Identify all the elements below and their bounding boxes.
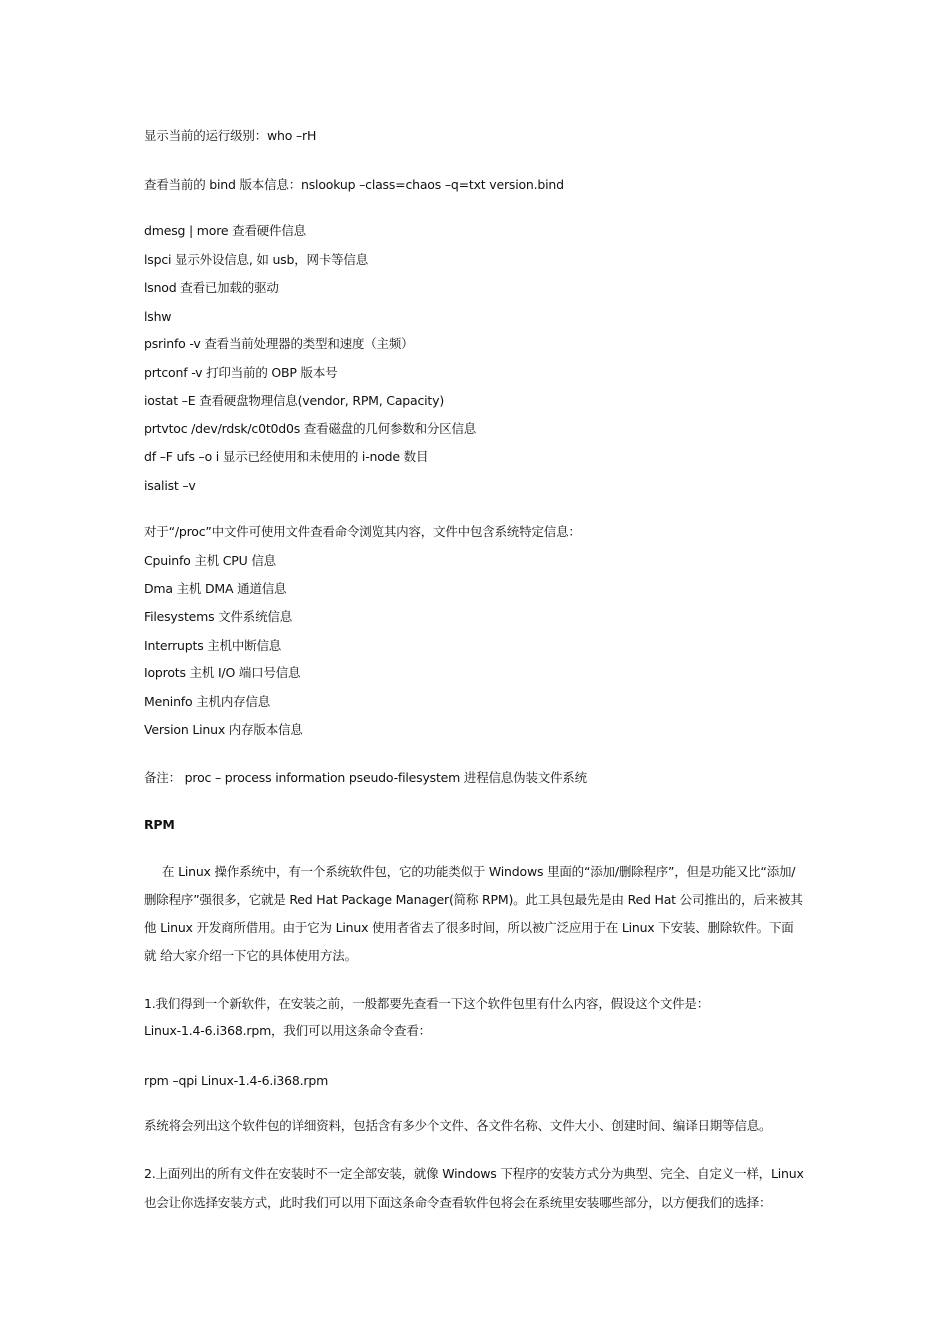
text-prtvtoc: prtvtoc /dev/rdsk/c0t0d0s 查看磁盘的几何参数和分区信息 <box>144 421 477 436</box>
text-remark: 备注： proc – process information pseudo-filesystem 进程信息伪装文件系统 <box>144 770 587 785</box>
step1-result: 系统将会列出这个软件包的详细资料，包括含有多少个文件、各文件名称、文件大小、创建时间、编译日期等信息。 <box>144 1118 772 1133</box>
text-lshw: lshw <box>144 309 172 324</box>
text-bind-version: 查看当前的 bind 版本信息：nslookup –class=chaos –q=txt version.bind <box>144 177 564 192</box>
step1-line-2: Linux-1.4-6.i368.rpm，我们可以用这条命令查看： <box>144 1023 431 1038</box>
step2-line-2: 也会让你选择安装方式，此时我们可以用下面这条命令查看软件包将会在系统里安装哪些部分，以方便我们的选择： <box>144 1195 772 1210</box>
text-psrinfo: psrinfo -v 查看当前处理器的类型和速度（主频） <box>144 336 414 351</box>
text-ioprots: Ioprots 主机 I/O 端口号信息 <box>144 665 301 680</box>
step1-line-1: 1.我们得到一个新软件，在安装之前，一般都要先查看一下这个软件包里有什么内容，假设这个文件是： <box>144 996 710 1011</box>
text-df: df –F ufs –o i 显示已经使用和未使用的 i-node 数目 <box>144 449 429 464</box>
paragraph-rpm-intro <box>144 858 808 970</box>
text-interrupts: Interrupts 主机中断信息 <box>144 638 282 653</box>
text-version: Version Linux 内存版本信息 <box>144 722 303 737</box>
rpm-intro-line-4: 就 给大家介绍一下它的具体使用方法。 <box>144 948 357 963</box>
text-lsnod: lsnod 查看已加载的驱动 <box>144 280 279 295</box>
text-proc-intro: 对于“/proc”中文件可使用文件查看命令浏览其内容，文件中包含系统特定信息： <box>144 524 581 539</box>
rpm-intro-line-1: 在 Linux 操作系统中，有一个系统软件包，它的功能类似于 Windows 里面的“添加/删除程序”，但是功能又比“添加/ <box>162 864 796 879</box>
rpm-intro-line-3: 他 Linux 开发商所借用。由于它为 Linux 使用者省去了很多时间，所以被广泛应用于在 Linux 下安装、删除软件。下面 <box>144 920 794 935</box>
text-prtconf: prtconf -v 打印当前的 OBP 版本号 <box>144 365 338 380</box>
text-isalist: isalist –v <box>144 478 196 493</box>
step1-command: rpm –qpi Linux-1.4-6.i368.rpm <box>144 1073 329 1088</box>
step2-line-1: 2.上面列出的所有文件在安装时不一定全部安装，就像 Windows 下程序的安装方式分为典型、完全、自定义一样，Linux <box>144 1166 804 1181</box>
text-filesystems: Filesystems 文件系统信息 <box>144 609 292 624</box>
text-iostat: iostat –E 查看硬盘物理信息(vendor, RPM, Capacity) <box>144 393 445 408</box>
text-cpuinfo: Cpuinfo 主机 CPU 信息 <box>144 553 276 568</box>
text-runlevel: 显示当前的运行级别：who –rH <box>144 128 317 143</box>
rpm-intro-line-2: 删除程序”强很多，它就是 Red Hat Package Manager(简称 RPM)。此工具包最先是由 Red Hat 公司推出的，后来被其 <box>144 892 803 907</box>
text-dmesg: dmesg | more 查看硬件信息 <box>144 223 306 238</box>
text-dma: Dma 主机 DMA 通道信息 <box>144 581 287 596</box>
text-meninfo: Meninfo 主机内存信息 <box>144 694 271 709</box>
section-heading-rpm: RPM <box>144 817 175 832</box>
text-lspci: lspci 显示外设信息, 如 usb，网卡等信息 <box>144 252 369 267</box>
